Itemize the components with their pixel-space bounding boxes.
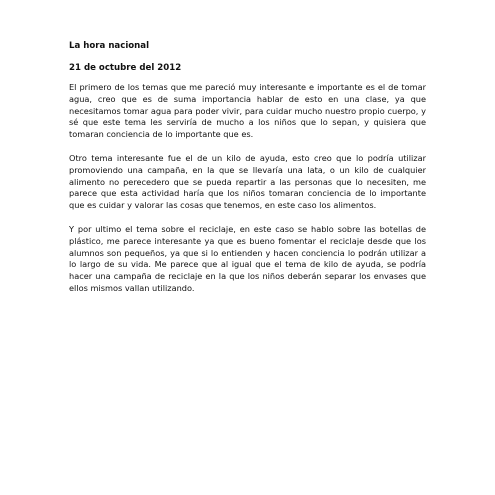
document-date: 21 de octubre del 2012 [69, 63, 182, 73]
paragraph-reciclaje: Y por ultimo el tema sobre el reciclaje, en este caso se hablo sobre las botellas de plástico, me parece interesante ya que es bueno fomentar el reciclaje desde que los alumnos son pequeños, ya que si lo entienden y hacen conciencia lo podrán utilizar a lo largo de su vida. Me parece que al igual que el tema de kilo de ayuda, se podría hacer una campaña de reciclaje en la que los niños deberán separar los envases que ellos mismos vallan utilizando. [69, 223, 426, 293]
paragraph-kilo-de-ayuda: Otro tema interesante fue el de un kilo de ayuda, esto creo que lo podría utilizar promoviendo una campaña, en la que se llevaría una lata, o un kilo de cualquier alimento no perecedero que se pueda repartir a las personas que lo necesiten, me parece que esta actividad haría que los niños tomaran conciencia de lo importante que es cuidar y valorar las cosas que tenemos, en este caso los alimentos. [69, 152, 426, 211]
document-title: La hora nacional [69, 41, 150, 51]
paragraph-agua: El primero de los temas que me pareció muy interesante e importante es el de tomar agua, creo que es de suma importancia hablar de esto en una clase, ya que necesitamos tomar agua para poder vivir, para cuidar mucho nuestro propio cuerpo, y sé que este tema les serviría de mucho a los niños que lo sepan, y quisiera que tomaran conciencia de lo importante que es. [69, 82, 426, 140]
document-page [69, 40, 426, 307]
